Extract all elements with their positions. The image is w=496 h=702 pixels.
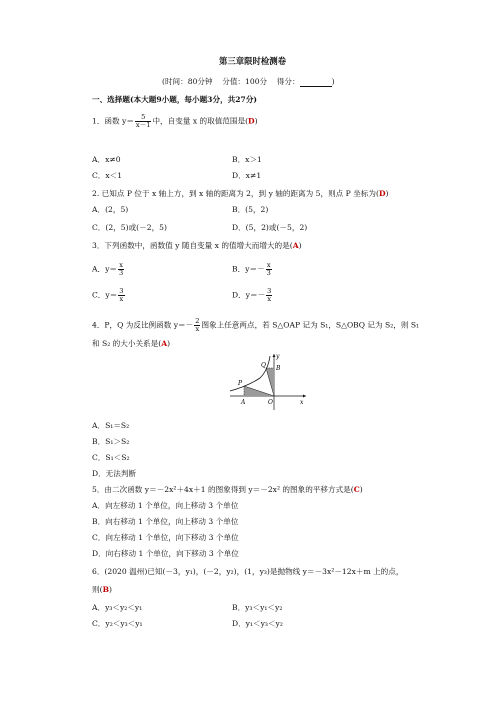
- label-p: P: [238, 380, 243, 387]
- section-heading: 一、选择题(本大题9小题，每小题3分，共27分): [92, 95, 258, 104]
- question-6-line2: 则(B): [92, 585, 112, 594]
- q4-text-post: 图象上任意两点，若 S△OAP 记为 S₁，S△OBQ 记为 S₂，则 S₁: [201, 320, 420, 330]
- q2-answer: D: [378, 189, 386, 198]
- q4-answer: A: [161, 339, 168, 348]
- label-x: x: [300, 399, 304, 406]
- question-3: 3．下列函数中，函数值 y 随自变量 x 的值增大而增大的是(A): [92, 241, 302, 250]
- score-info: 分值：100分: [222, 77, 268, 86]
- question-4-line2: 和 S₂ 的大小关系是(A): [92, 339, 171, 348]
- q5-text: 5．由二次函数 y＝－2x²＋4x＋1 的图象得到 y＝－2x² 的图象的平移方式是(: [92, 485, 354, 494]
- subtitle-close: ): [331, 77, 335, 86]
- q6-option-b: B．y₃＜y₁＜y₂: [232, 603, 283, 612]
- q6-option-a: A．y₃＜y₂＜y₁: [92, 603, 143, 612]
- q6-option-d: D．y₁＜y₃＜y₂: [232, 619, 283, 628]
- q3-option-a: A．y＝ $\frac{x}{3}$: [92, 261, 124, 277]
- q2-option-d: D．(5，2)或(－5，2): [232, 223, 308, 232]
- q5-option-a: A．向左移动 1 个单位，向上移动 3 个单位: [92, 501, 239, 510]
- label-o: O: [268, 399, 273, 406]
- q3-option-b: B．y＝－ $\frac{x}{3}$: [232, 261, 271, 277]
- grade-blank: [300, 78, 332, 87]
- time-info: (时间：80分钟: [162, 77, 213, 86]
- q1-text: 1．函数 y＝: [92, 116, 134, 126]
- question-5: 5．由二次函数 y＝－2x²＋4x＋1 的图象得到 y＝－2x² 的图象的平移方式是(C): [92, 485, 363, 494]
- q5-option-d: D．向右移动 1 个单位，向下移动 3 个单位: [92, 549, 239, 558]
- label-q: Q: [261, 362, 266, 369]
- question-4: [92, 318, 419, 333]
- exam-info: [162, 76, 335, 87]
- q3-text: 3．下列函数中，函数值 y 随自变量 x 的值增大而增大的是(: [92, 241, 293, 250]
- q3-option-c: C．y＝ $\frac{3}{x}$: [92, 287, 124, 303]
- q1-option-d: D．x≠1: [232, 171, 262, 180]
- q4-fraction: $\frac{2}{x}$: [195, 317, 200, 333]
- q4-option-d: D．无法判断: [92, 469, 137, 478]
- q5-option-b: B．向右移动 1 个单位，向上移动 3 个单位: [92, 517, 239, 526]
- q1-option-c: C．x＜1: [92, 171, 123, 180]
- q4-hyperbola-graph: [228, 352, 308, 412]
- page-title: 第三章限时检测卷: [219, 56, 286, 66]
- q4-option-c: C．S₁＜S₂: [92, 453, 130, 462]
- q6-option-c: C．y₂＜y₃＜y₁: [92, 619, 143, 628]
- q4-option-a: A．S₁＝S₂: [92, 421, 130, 430]
- question-6: 6．(2020 温州)已知(－3，y₁)，(－2，y₂)，(1，y₃)是抛物线 y＝－3x²－12x＋m 上的点，: [92, 567, 404, 576]
- x-axis-arrow: [303, 395, 306, 398]
- q1-answer: D: [248, 116, 255, 126]
- q6-answer: B: [102, 585, 109, 594]
- q3-option-d: D．y＝－ $\frac{3}{x}$: [232, 287, 272, 303]
- q4-text: 4．P，Q 为反比例函数 y＝－: [92, 320, 194, 330]
- q4-option-b: B．S₁＞S₂: [92, 437, 130, 446]
- label-b: B: [276, 365, 281, 372]
- q2-option-c: C．(2，5)或(－2，5): [92, 223, 167, 232]
- q2-text: 2. 已知点 P 位于 x 轴上方，到 x 轴的距离为 2，到 y 轴的距离为 5，则点 P 坐标为(: [92, 189, 379, 198]
- label-y: y: [276, 353, 280, 360]
- question-1: 1．函数 y＝ $\frac{5}{x-1}$ 中，自变量 x 的取值范围是(D): [92, 113, 258, 129]
- q5-option-c: C．向左移动 1 个单位，向下移动 3 个单位: [92, 533, 239, 542]
- q1-fraction: $\frac{5}{x-1}$: [135, 113, 151, 129]
- q2-option-b: B．(5，2): [232, 205, 269, 214]
- q5-answer: C: [353, 485, 360, 494]
- q1-option-a: A．x≠0: [92, 155, 121, 164]
- q2-option-a: A．(2，5): [92, 205, 129, 214]
- q3-answer: A: [292, 241, 299, 250]
- q1-option-b: B．x＞1: [232, 155, 262, 164]
- grade-label: 得分：: [276, 77, 300, 86]
- question-2: 2. 已知点 P 位于 x 轴上方，到 x 轴的距离为 2，到 y 轴的距离为 5，则点 P 坐标为(D): [92, 189, 389, 198]
- label-a: A: [241, 399, 246, 406]
- q1-text-post: 中，自变量 x 的取值范围是(: [152, 116, 249, 126]
